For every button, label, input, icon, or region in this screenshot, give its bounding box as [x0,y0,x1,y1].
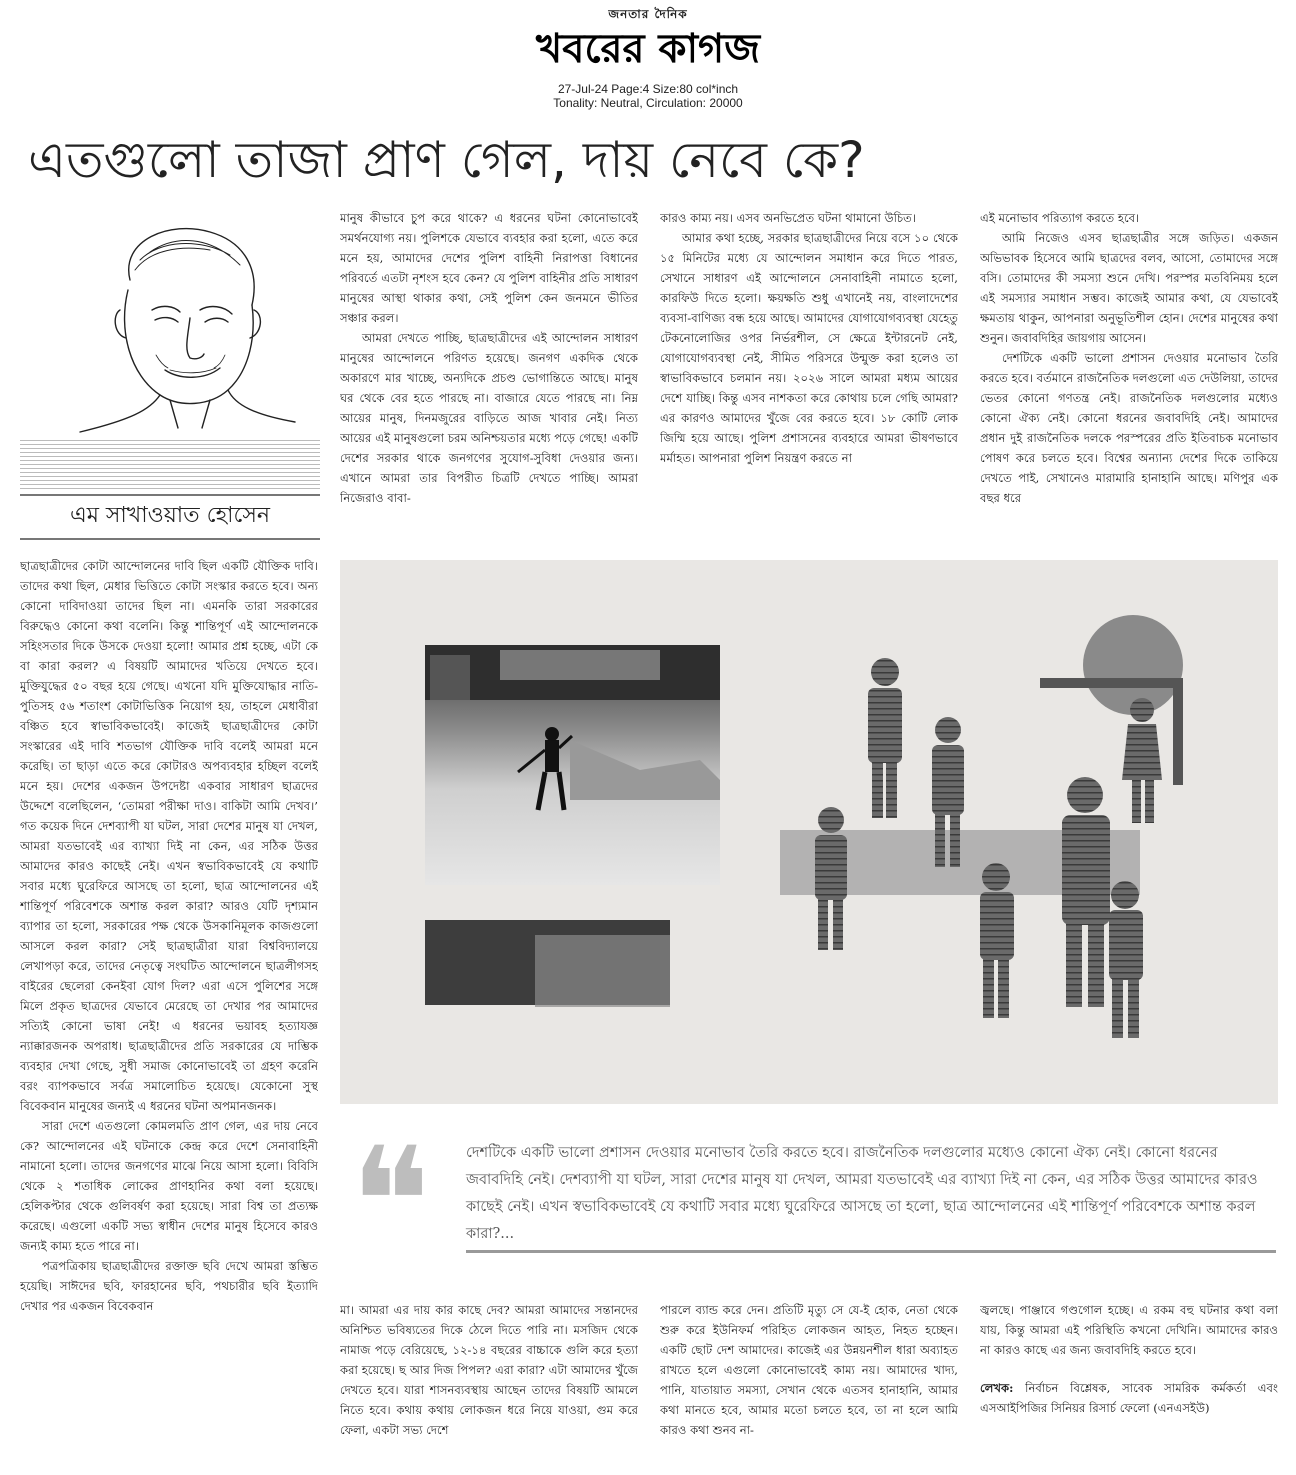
article-column-bottom-2 [340,1300,638,1460]
author-byline: এম সাখাওয়াত হোসেন [20,494,320,540]
author-label: লেখক: [980,1381,1014,1395]
article-column-left [20,556,318,1468]
paragraph: কারও কাম্য নয়। এসব অনভিপ্রেত ঘটনা থামানো উচিত। [660,211,917,225]
paragraph: পত্রপত্রিকায় ছাত্রছাত্রীদের রক্তাক্ত ছবি দেখে আমরা স্তম্ভিত হয়েছি। সাঈদের ছবি, ফারহানের ছবি, পথচারীর ছবি ইত্যাদি দেখার পর একজন বিবেকবান [20,1259,318,1313]
paragraph: এই মনোভাব পরিত্যাগ করতে হবে। [980,211,1140,225]
paragraph: দেশটিকে একটি ভালো প্রশাসন দেওয়ার মনোভাব তৈরি করতে হবে। বর্তমানে রাজনৈতিক দলগুলো এত দেউলিয়া, তাদের ভেতর কোনো গণতন্ত্র নেই। রাজনৈতিক দলগুলোর মধ্যেও কোনো ঐক্য নেই। কোনো ধরনের জবাবদিহি নেই। আমাদের প্রধান দুই রাজনৈতিক দলকে পরস্পরের প্রতি ইতিবাচক মনোভাব পোষণ করে চলতে হবে। বিশ্বের অন্যান্য দেশের দিকে তাকিয়ে দেখতে পাই, সেখানেও মারামারি হানাহানি আছে। মণিপুর এক বছর ধরে [980,351,1278,505]
quote-mark-icon: ❝ [350,1116,431,1290]
paragraph: পারলে ব্যান্ড করে দেন। প্রতিটি মৃত্যু সে যে-ই হোক, নেতা থেকে শুরু করে ইউনিফর্ম পরিহিত লোকজন আহত, নিহত হচ্ছেন। একটি ছোট দেশ আমাদের। কাজেই এর উন্নয়নশীল ধারা অব্যাহত রাখতে হলে এগুলো কোনোভাবেই কাম্য নয়। আমাদের খাদ্য, পানি, যাতায়াত সমস্যা, সেখান থেকে এতসব হানাহানি, আমার কথা মানতে হবে, আমার মতো চলতে হবে, তা না হলে আমি কারও কথা শুনব না- [660,1303,958,1437]
paragraph: মা। আমরা এর দায় কার কাছে দেব? আমরা আমাদের সন্তানদের অনিশ্চিত ভবিষ্যতের দিকে ঠেলে দিতে পারি না। মসজিদ থেকে নামাজ পড়ে বেরিয়েছে, ১২-১৪ বছরের বাচ্চাকে গুলি করে হত্যা করা হয়েছে। ছ আর দিজ পিপল? এরা কারা? এটা আমাদের খুঁজে দেখতে হবে। যারা শাসনব্যবস্থায় আছেন তাদের বিষয়টি আমলে নিতে হবে। কথায় কথায় লোকজন ধরে নিয়ে যাওয়া, গুম করে ফেলা, একটা সভ্য দেশে [340,1303,638,1437]
article-column-top-3 [660,208,958,542]
paragraph: আমার কথা হচ্ছে, সরকার ছাত্রছাত্রীদের নিয়ে বসে ১০ থেকে ১৫ মিনিটের মধ্যে যে আন্দোলন সমাধান করে দিতে পারত, সেখানে সাধারণ এই আন্দোলনে সেনাবাহিনী নামাতে হলো, কারফিউ দিতে হলো। ক্ষয়ক্ষতি শুধু এখানেই নয়, বাংলাদেশের ব্যবসা-বাণিজ্য বন্ধ হয়ে আছে। আমাদের যোগাযোগব্যবস্থা যেহেতু টেকনোলোজির ওপর নির্ভরশীল, সে ক্ষেত্রে ইন্টারনেট নেই, যোগাযোগব্যবস্থা নেই, সীমিত পরিসরে উন্মুক্ত করা হলেও তা স্বাভাবিকভাবে চলমান নয়। ২০২৬ সালে আমরা মধ্যম আয়ের দেশে যাচ্ছি। কিন্তু এসব নাশকতা করে কোথায় চলে গেছি আমরা? এর কারণও আমাদের খুঁজে বের করতে হবে। ১৮ কোটি লোক জিম্মি হয়ে আছে। পুলিশ প্রশাসনের ব্যবহারে আমরা ভীষণভাবে মর্মাহত। আপনারা পুলিশ নিয়ন্ত্রণ করতে না [660,231,958,465]
headline: এতগুলো তাজা প্রাণ গেল, দায় নেবে কে? [28,131,865,189]
paragraph: জ্বলছে। পাঞ্জাবে গণ্ডগোল হচ্ছে। এ রকম বহু ঘটনার কথা বলা যায়, কিন্তু আমরা এই পরিস্থিতি কখনো দেখিনি। আমাদের কারও না কারও কাছে এর জন্য জবাবদিহি করতে হবে। [980,1303,1278,1357]
author-portrait-illustration [60,210,300,440]
article-illustration [340,560,1278,1104]
masthead-subtitle: জনতার দৈনিক [608,7,688,21]
pull-quote-rule [466,1250,1276,1253]
masthead-logo: খবরের কাগজ [535,26,761,72]
byline-decoration [20,440,320,492]
article-column-bottom-4 [980,1300,1278,1470]
paragraph: আমি নিজেও এসব ছাত্রছাত্রীর সঙ্গে জড়িত। একজন অভিভাবক হিসেবে আমি ছাত্রদের বলব, আসো, তোমাদের সঙ্গে বসি। তোমাদের কী সমস্যা শুনে দেখি। পরস্পর মতবিনিময় হলে এই সমস্যার সমাধান সম্ভব। কাজেই আমার কথা, যে যেভাবেই ক্ষমতায় থাকুন, আপনারা অনুভূতিশীল হোন। দেশের মানুষের কথা শুনুন। জবাবদিহির জায়গায় আসেন। [980,231,1278,345]
meta-line-2: Tonality: Neutral, Circulation: 20000 [553,96,743,110]
article-column-top-4 [980,208,1278,542]
protest-collage-graphic [340,560,1278,1104]
meta-line-1: 27-Jul-24 Page:4 Size:80 col*inch [557,82,739,96]
clipping-meta [0,82,1296,110]
paragraph: মানুষ কীভাবে চুপ করে থাকে? এ ধরনের ঘটনা কোনোভাবেই সমর্থনযোগ্য নয়। পুলিশকে যেভাবে ব্যবহার করা হলো, এতে করে মনে হয়, আমাদের দেশের পুলিশ বাহিনী নিরাপত্তা বিধানের পরিবর্তে এতটা নৃশংস হবে কেন? যে পুলিশ বাহিনীর প্রতি সাধারণ মানুষের আস্থা থাকার কথা, সেই পুলিশ কেন জনমনে ভীতির সঞ্চার করল। [340,211,638,325]
pull-quote: দেশটিকে একটি ভালো প্রশাসন দেওয়ার মনোভাব তৈরি করতে হবে। রাজনৈতিক দলগুলোর মধ্যেও কোনো ঐক্য নেই। কোনো ধরনের জবাবদিহি নেই। দেশব্যাপী যা ঘটল, সারা দেশের মানুষ যা দেখল, আমরা যতভাবেই এর ব্যাখ্যা দিই না কেন, এর সঠিক উত্তর আমাদের কারও কাছেই নেই। এখন স্বভাবিকভাবেই যে কথাটি সবার মধ্যে ঘুরেফিরে আসছে তা হলো, ছাত্র আন্দোলনের এই শান্তিপূর্ণ পরিবেশকে অশান্ত করল কারা?... [466,1145,1258,1242]
author-info: নির্বাচন বিশ্লেষক, সাবেক সামরিক কর্মকর্তা এবং এসআইপিজির সিনিয়র রিসার্চ ফেলো (এনএসইউ) [980,1381,1278,1415]
article-column-bottom-3 [660,1300,958,1460]
paragraph: আমরা দেখতে পাচ্ছি, ছাত্রছাত্রীদের এই আন্দোলন সাধারণ মানুষের আন্দোলনে পরিণত হয়েছে। জনগণ একদিক থেকে অকারণে মার খাচ্ছে, অন্যদিকে প্রচণ্ড ভোগান্তিতে আছে। মানুষ ঘর থেকে বের হতে পারছে না। বাজারে যেতে পারছে না। নিম্ন আয়ের মানুষ, দিনমজুরের বাড়িতে আজ খাবার নেই। নিত্য আয়ের এই মানুষগুলো চরম অনিশ্চয়তার মধ্যে পড়ে গেছে! একটি দেশের সরকার থাকে জনগণের সুযোগ-সুবিধা দেওয়ার জন্য। এখানে আমরা তার বিপরীত চিত্রটি দেখতে পাচ্ছি। আমরা নিজেরাও বাবা- [340,331,638,505]
paragraph: ছাত্রছাত্রীদের কোটা আন্দোলনের দাবি ছিল একটি যৌক্তিক দাবি। তাদের কথা ছিল, মেধার ভিত্তিতে কোটা সংস্কার করতে হবে। অন্য কোনো দাবিদাওয়া তাদের ছিল না। এমনকি তারা সরকারের বিরুদ্ধেও কোনো কথা বলেনি। কিন্তু শান্তিপূর্ণ এই আন্দোলনকে সহিংসতার দিকে উসকে দেওয়া হলো! আমার প্রশ্ন হচ্ছে, এটা কে বা কারা করল? এ বিষয়টি আমাদের খতিয়ে দেখতে হবে। মুক্তিযুদ্ধের ৫০ বছর হয়ে গেছে। এখনো যদি মুক্তিযোদ্ধার নাতি-পুতিসহ ৫৬ শতাংশ কোটাভিত্তিক নিয়োগ হয়, তাহলে মেধাবীরা বঞ্চিত হবে স্বাভাবিকভাবেই। কাজেই ছাত্রছাত্রীদের কোটা সংস্কারের এই দাবি শতভাগ যৌক্তিক দাবি বলেই আমরা মনে করেছি। তা ছাড়া এতে করে কোটারও অপব্যবহার হচ্ছিল বলেই মনে হয়। দেশের একজন উপদেষ্টা একবার সাধারণ ছাত্রদের উদ্দেশে বলেছিলেন, ‘তোমরা পরীক্ষা দাও। বাকিটা আমি দেখব।’ গত কয়েক দিনে দেশব্যাপী যা ঘটল, সারা দেশের মানুষ যা দেখল, আমরা যতভাবেই এর ব্যাখ্যা দিই না কেন, এর সঠিক উত্তর আমাদের কারও কাছেই নেই। এখন স্বভাবিকভাবেই যে কথাটি সবার মধ্যে ঘুরেফিরে আসছে তা হলো, ছাত্র আন্দোলনের এই শান্তিপূর্ণ পরিবেশকে অশান্ত করল কারা? আরও যেটি দৃশ্যমান ব্যাপার তা হলো, সরকারের পক্ষ থেকে উসকানিমূলক কাজগুলো আসলে করল কারা? সেই ছাত্রছাত্রীরা যারা বিশ্ববিদ্যালয়ে লেখাপড়া করে, তাদের নেতৃত্বে সংঘটিত আন্দোলনে ছাত্রলীগসহ বাইরের ছেলেরা কেনইবা যোগ দিল? এরা এসে পুলিশের সঙ্গে মিলে প্রকৃত ছাত্রদের যেভাবে মেরেছে তা দেখার পর আমাদের সত্যিই কোনো ভাষা নেই! এ ধরনের ভয়াবহ হত্যাযজ্ঞ ন্যাক্কারজনক অপরাধ। ছাত্রছাত্রীদের প্রতি সরকারের যে দাম্ভিক ব্যবহার দেখা গেছে, সুধী সমাজ কোনোভাবেই তা গ্রহণ করেনি বরং ব্যাপকভাবে সর্বত্র সমালোচিত হয়েছে। যেকোনো সুস্থ বিবেকবান মানুষের জন্যই এ ধরনের ঘটনা অপমানজনক। [20,559,318,1113]
paragraph: সারা দেশে এতগুলো কোমলমতি প্রাণ গেল, এর দায় নেবে কে? আন্দোলনের এই ঘটনাকে কেন্দ্র করে দেশে সেনাবাহিনী নামানো হলো। তাদের জনগণের মাঝে নিয়ে আসা হলো। বিবিসি থেকে ২ শতাধিক লোকের প্রাণহানির কথা বলা হয়েছে। হেলিকপ্টার থেকে গুলিবর্ষণ করা হয়েছে। সারা বিশ্ব তা প্রত্যক্ষ করেছে। এগুলো একটি সভ্য স্বাধীন দেশের মানুষ হিসেবে কারও জন্যই কাম্য হতে পারে না। [20,1119,318,1253]
author-note [980,1378,1278,1418]
article-column-top-2 [340,208,638,542]
masthead [0,6,1296,72]
